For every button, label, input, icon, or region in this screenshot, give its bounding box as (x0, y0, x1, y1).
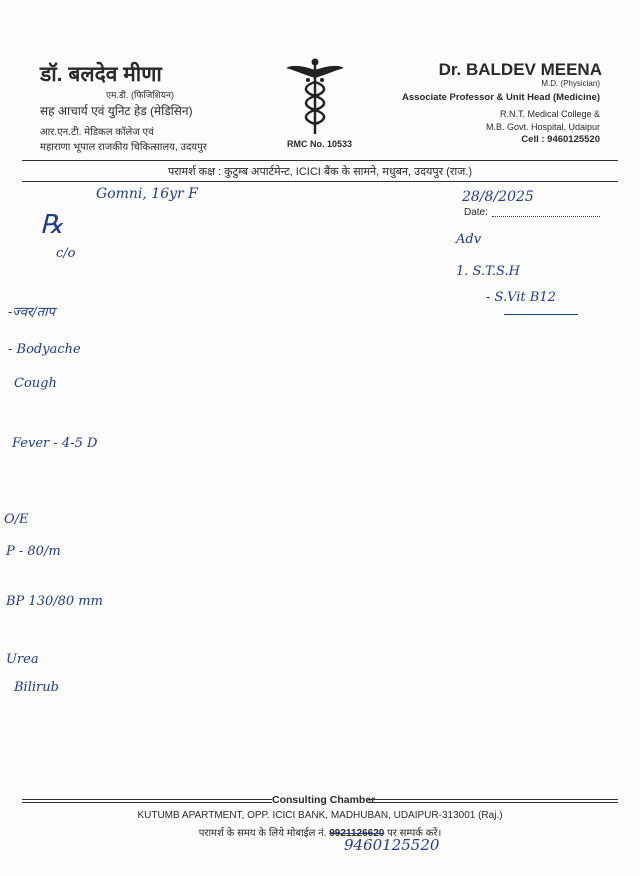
footer-struck-number: 9921126620 (329, 828, 385, 839)
footer-contact-text: परामर्श के समय के लिये मोबाईल नं. (198, 828, 327, 839)
doctor-degree-hindi: एम.डी. (फिजिशियन) (106, 90, 174, 100)
hw-advice-item1: 1. S.T.S.H (456, 264, 520, 279)
caduceus-icon (284, 56, 346, 136)
hw-patient-name: Gomni, 16yr F (96, 186, 198, 202)
cell-number: Cell : 9460125520 (521, 134, 600, 145)
consulting-chamber-label: Consulting Chamber (272, 794, 376, 806)
hw-exam-label: O/E (4, 512, 29, 527)
header-rule-top (22, 160, 618, 161)
doctor-name-english: Dr. BALDEV MEENA (438, 60, 602, 79)
hw-test-bilirubin: Bilirub (14, 680, 59, 695)
rx-symbol: ℞ (40, 210, 64, 240)
doctor-name-hindi: डॉ. बलदेव मीणा (40, 63, 162, 86)
designation-english: Associate Professor & Unit Head (Medicine) (402, 92, 600, 103)
designation-hindi: सह आचार्य एवं युनिट हेड (मेडिसिन) (40, 104, 193, 118)
college-line1-english: R.N.T. Medical College & (499, 109, 600, 119)
footer-contact-line (0, 825, 640, 839)
hw-pulse: P - 80/m (6, 544, 61, 559)
college-line1-hindi: आर.एन.टी. मेडिकल कॉलेज एवं (40, 127, 154, 138)
hw-underline (504, 314, 578, 315)
hw-complaint-cough: Cough (14, 376, 57, 391)
college-line2-english: M.B. Govt. Hospital, Udaipur (485, 122, 600, 132)
hw-advice-label: Adv (456, 232, 482, 247)
header-rule-bottom (22, 181, 618, 182)
hw-complaint-bodyache: - Bodyache (8, 342, 81, 357)
hw-date: 28/8/2025 (462, 189, 534, 205)
hw-test-urea: Urea (6, 652, 39, 667)
doctor-degree-english: M.D. (Physician) (541, 79, 600, 88)
date-label: Date: (464, 207, 488, 218)
hw-advice-item2: - S.Vit B12 (486, 290, 556, 305)
hw-complaint-fever-hindi: -ज्वर/ताप (8, 305, 55, 320)
hw-blood-pressure: BP 130/80 mm (6, 594, 103, 609)
hw-complaints-label: c/o (56, 246, 76, 261)
footer-address: KUTUMB APARTMENT, OPP. ICICI BANK, MADHUBAN, UDAIPUR-313001 (Raj.) (137, 810, 503, 821)
rmc-number: RMC No. 10533 (287, 139, 353, 149)
hw-complaint-fever-duration: Fever - 4-5 D (12, 436, 98, 451)
hw-footer-mobile: 9460125520 (344, 836, 440, 854)
college-line2-hindi: महाराणा भूपाल राजकीय चिकित्सालय, उदयपुर (40, 142, 207, 153)
consult-room-address: परामर्श कक्ष : कुटुम्ब अपार्टमेन्ट, ICICI बैंक के सामने, मधुबन, उदयपुर (राज.) (167, 166, 473, 178)
date-dotted-line (492, 216, 600, 217)
consulting-chamber-divider (22, 796, 618, 810)
footer-contact-suffix: पर सम्पर्क करें। (387, 828, 442, 839)
